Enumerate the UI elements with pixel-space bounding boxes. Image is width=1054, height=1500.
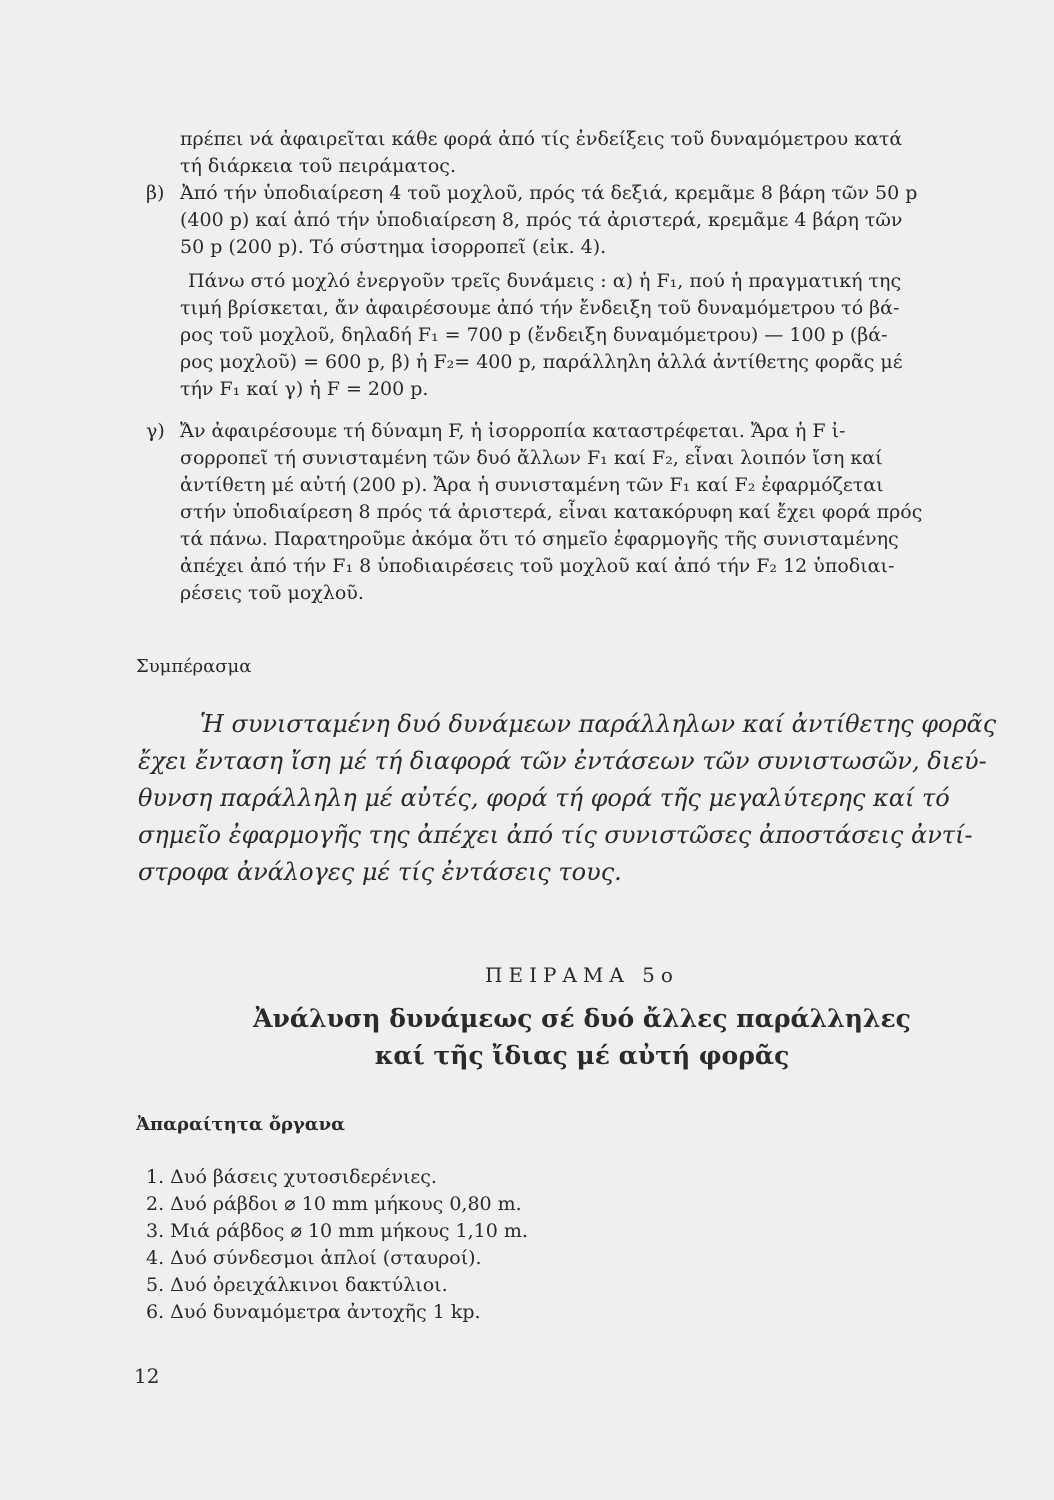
- text-line: σορροπεῖ τή συνισταμένη τῶν δυό ἄλλων F₁ καί F₂, εἶναι λοιπόν ἴση καί: [180, 447, 883, 469]
- conclusion-statement: [138, 706, 997, 891]
- item-b-label: β): [146, 182, 165, 204]
- page-number: 12: [134, 1364, 160, 1388]
- text-line: τήν F₁ καί γ) ἡ F = 200 p.: [180, 378, 429, 400]
- tools-list: [146, 1164, 528, 1326]
- text-line: τιμή βρίσκεται, ἄν ἀφαιρέσουμε ἀπό τήν ἔνδειξη τοῦ δυναμόμετρου τό βά-: [180, 297, 900, 319]
- text-line: Ἡ συνισταμένη δυό δυνάμεων παράλληλων καί ἀντίθετης φορᾶς: [200, 710, 997, 738]
- text-line: στροφα ἀνάλογες μέ τίς ἐντάσεις τους.: [138, 858, 622, 886]
- text-line: ἔχει ἔνταση ἴση μέ τή διαφορά τῶν ἐντάσεων τῶν συνιστωσῶν, διεύ-: [138, 747, 987, 775]
- list-item: 4. Δυό σύνδεσμοι ἁπλοί (σταυροί).: [146, 1247, 482, 1269]
- paragraph-item-b: [180, 180, 956, 261]
- text-line: ρέσεις τοῦ μοχλοῦ.: [180, 582, 364, 604]
- tools-heading: Ἀπαραίτητα ὄργανα: [136, 1114, 346, 1135]
- paragraph-item-c: [180, 418, 956, 607]
- title-line: Ἀνάλυση δυνάμεως σέ δυό ἄλλες παράλληλες: [253, 1004, 911, 1033]
- item-c-label: γ): [146, 420, 165, 442]
- text-line: 50 p (200 p). Τό σύστημα ἰσορροπεῖ (εἰκ. 4).: [180, 236, 607, 258]
- experiment-title: [0, 1000, 1054, 1074]
- paragraph-forces: [180, 268, 956, 403]
- text-line: Ἄν ἀφαιρέσουμε τή δύναμη F, ἡ ἰσορροπία καταστρέφεται. Ἄρα ἡ F ἰ-: [180, 420, 846, 442]
- list-item: 2. Δυό ράβδοι ⌀ 10 mm μήκους 0,80 m.: [146, 1193, 522, 1215]
- list-item: 6. Δυό δυναμόμετρα ἀντοχῆς 1 kp.: [146, 1301, 481, 1323]
- text-line: ρος μοχλοῦ) = 600 p, β) ἡ F₂= 400 p, παράλληλη ἀλλά ἀντίθετης φορᾶς μέ: [180, 351, 903, 373]
- paragraph-intro: [180, 126, 956, 180]
- text-line: Ἀπό τήν ὑποδιαίρεση 4 τοῦ μοχλοῦ, πρός τά δεξιά, κρεμᾶμε 8 βάρη τῶν 50 p: [180, 182, 918, 204]
- text-line: τή διάρκεια τοῦ πειράματος.: [180, 155, 456, 177]
- text-line: Πάνω στό μοχλό ἐνεργοῦν τρεῖς δυνάμεις : α) ἡ F₁, πού ἡ πραγματική της: [188, 270, 902, 292]
- list-item: 1. Δυό βάσεις χυτοσιδερένιες.: [146, 1166, 437, 1188]
- text-line: (400 p) καί ἀπό τήν ὑποδιαίρεση 8, πρός τά ἀριστερά, κρεμᾶμε 4 βάρη τῶν: [180, 209, 903, 231]
- text-line: θυνση παράλληλη μέ αὐτές, φορά τή φορά τῆς μεγαλύτερης καί τό: [138, 784, 950, 812]
- text-line: πρέπει νά ἀφαιρεῖται κάθε φορά ἀπό τίς ἐνδείξεις τοῦ δυναμόμετρου κατά: [180, 128, 903, 150]
- list-item: 5. Δυό ὀρειχάλκινοι δακτύλιοι.: [146, 1274, 448, 1296]
- text-line: ρος τοῦ μοχλοῦ, δηλαδή F₁ = 700 p (ἔνδειξη δυναμόμετρου) — 100 p (βά-: [180, 324, 888, 346]
- experiment-number: ΠΕΙΡΑΜΑ 5ο: [485, 963, 679, 987]
- text-line: ἀντίθετη μέ αὐτή (200 p). Ἄρα ἡ συνισταμένη τῶν F₁ καί F₂ ἐφαρμόζεται: [180, 474, 884, 496]
- title-line: καί τῆς ἴδιας μέ αὐτή φορᾶς: [374, 1041, 790, 1070]
- text-line: ἀπέχει ἀπό τήν F₁ 8 ὑποδιαιρέσεις τοῦ μοχλοῦ καί ἀπό τήν F₂ 12 ὑποδιαι-: [180, 555, 895, 577]
- list-item: 3. Μιά ράβδος ⌀ 10 mm μήκους 1,10 m.: [146, 1220, 528, 1242]
- text-line: σημεῖο ἐφαρμογῆς της ἀπέχει ἀπό τίς συνιστῶσες ἀποστάσεις ἀντί-: [138, 821, 973, 849]
- text-line: τά πάνω. Παρατηροῦμε ἀκόμα ὅτι τό σημεῖο ἐφαρμογῆς τῆς συνισταμένης: [180, 528, 899, 550]
- text-line: στήν ὑποδιαίρεση 8 πρός τά ἀριστερά, εἶναι κατακόρυφη καί ἔχει φορά πρός: [180, 501, 923, 523]
- conclusion-heading: Συμπέρασμα: [136, 656, 252, 677]
